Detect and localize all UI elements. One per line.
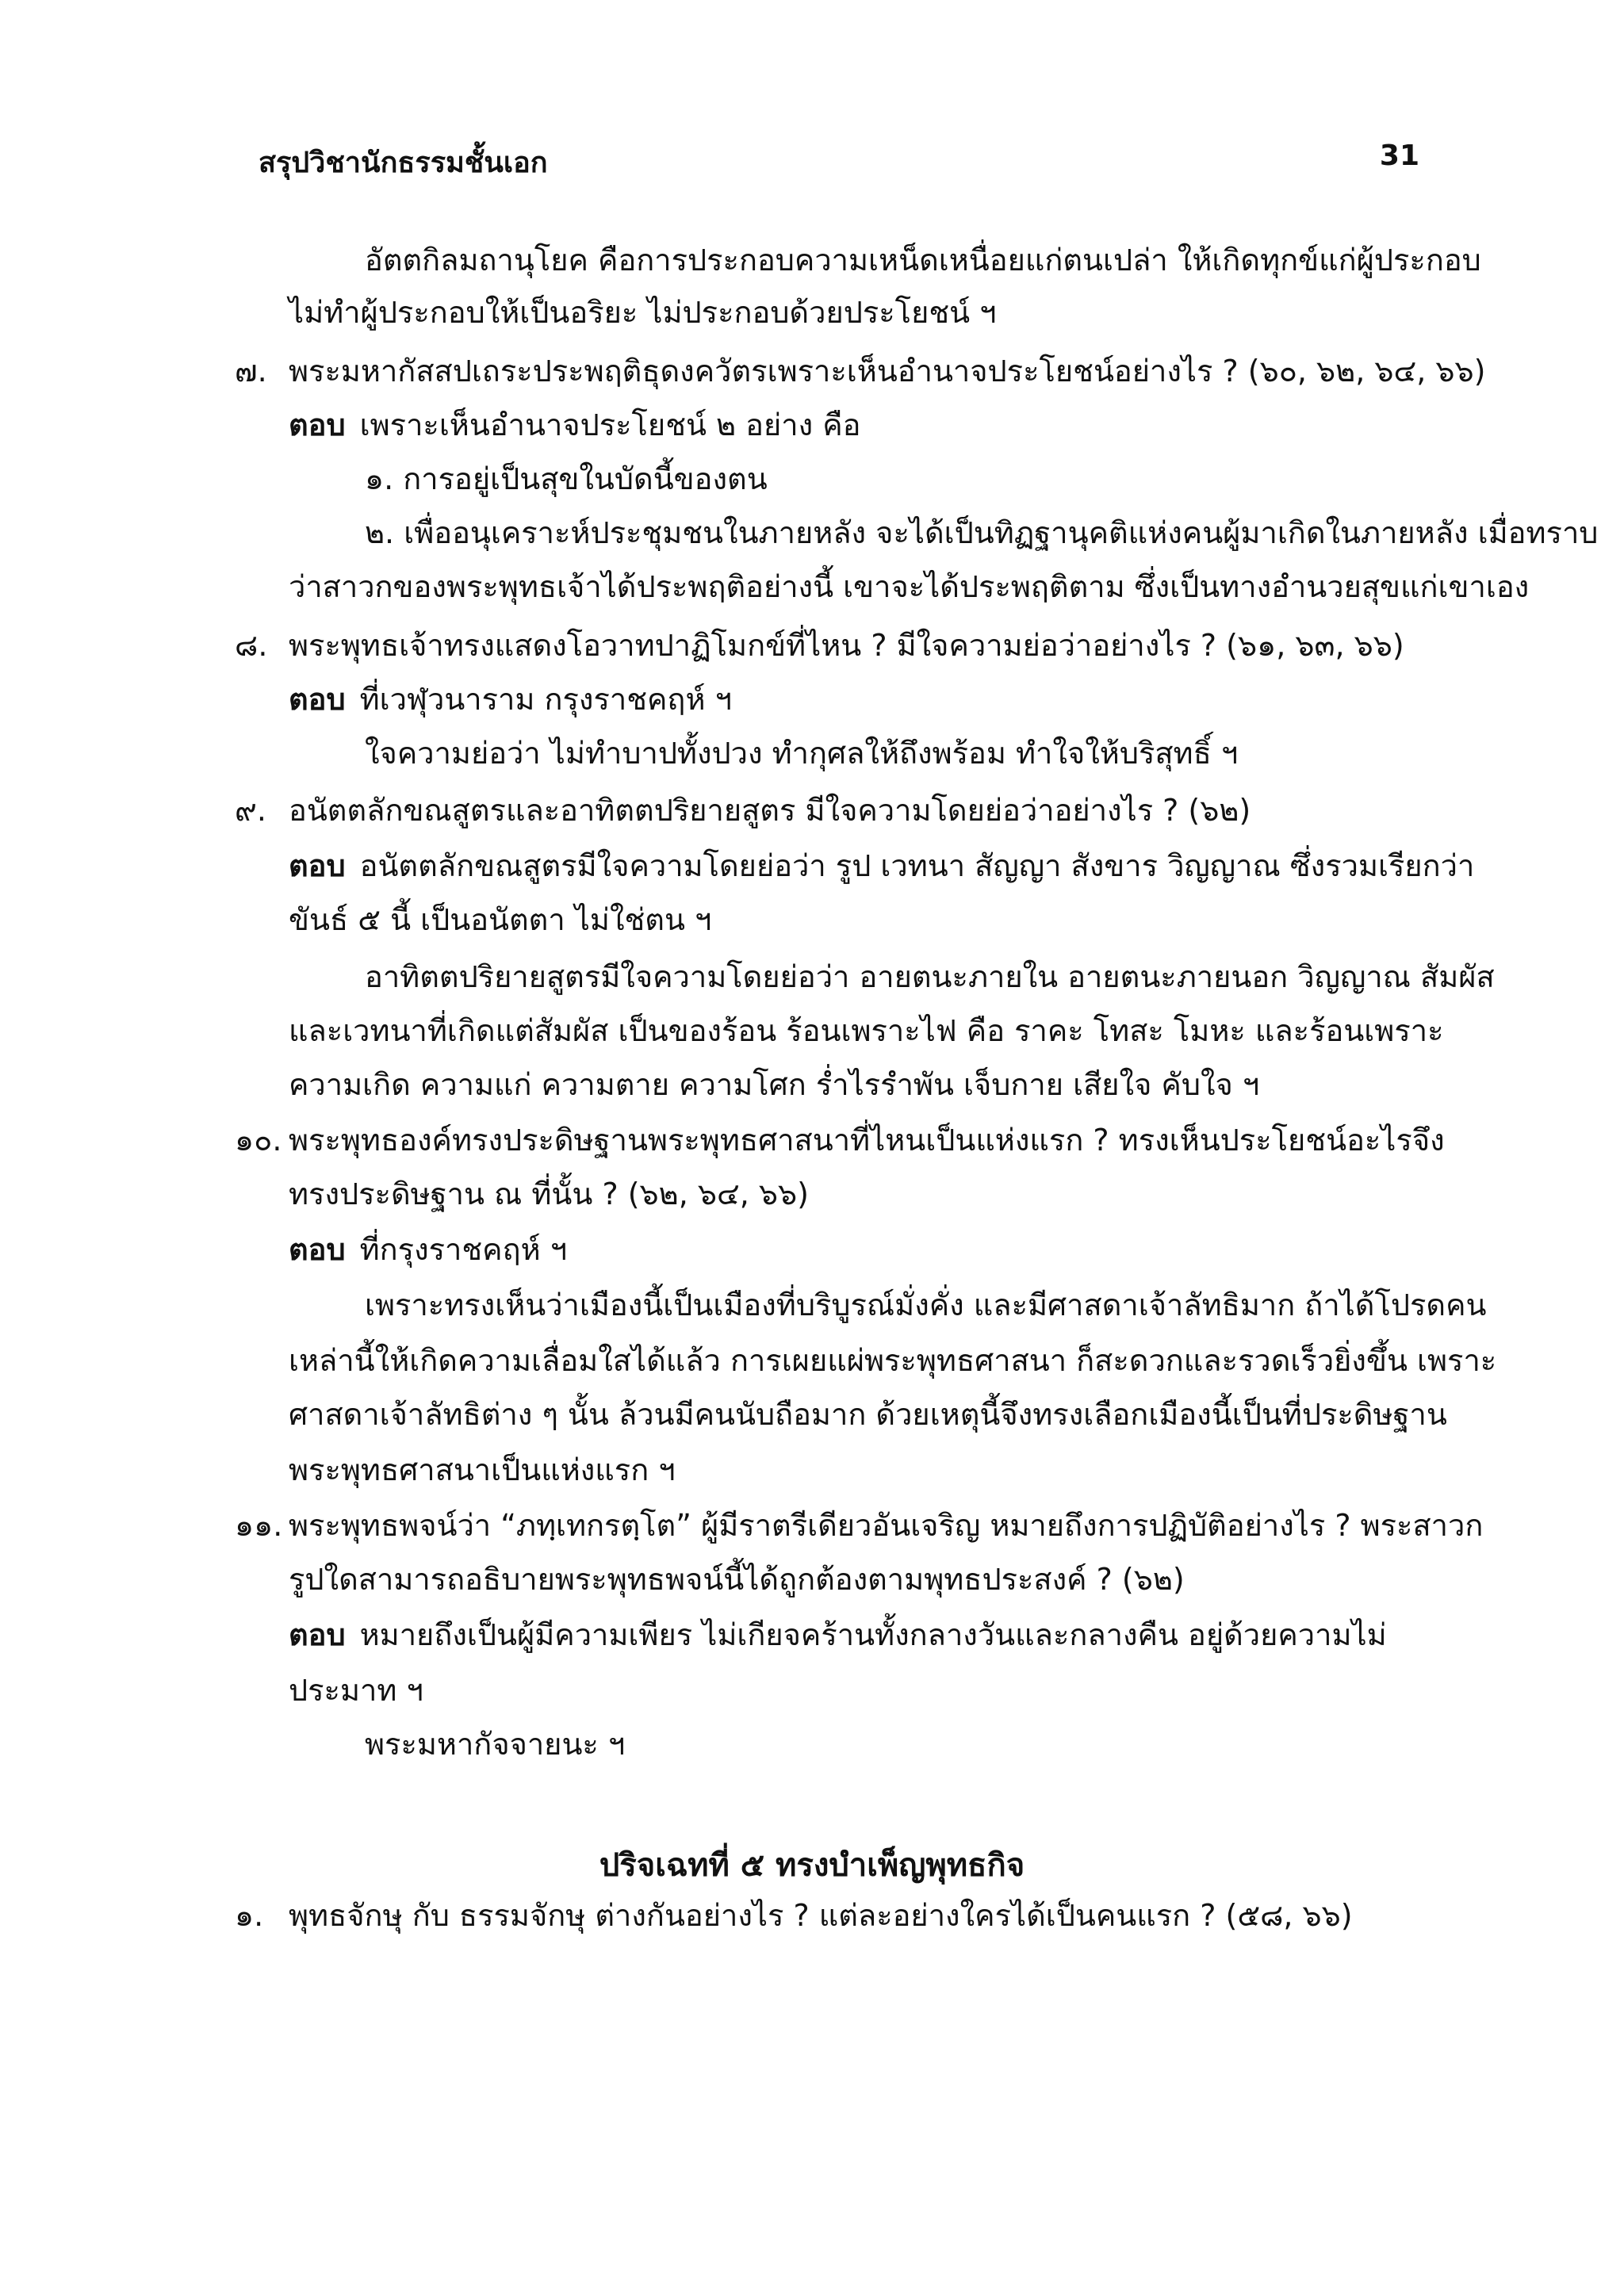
- answer-label: ตอบ: [289, 408, 346, 442]
- paragraph-line: ทรงประดิษฐาน ณ ที่นั้น ? (๖๒, ๖๔, ๖๖): [289, 1177, 809, 1211]
- paragraph-line: ประมาท ฯ: [289, 1673, 423, 1708]
- question-number: ๙.: [235, 793, 266, 828]
- list-item: ๑. การอยู่เป็นสุขในบัดนี้ของตน: [365, 461, 768, 496]
- page-header-title: สรุปวิชานักธรรมชั้นเอก: [259, 147, 548, 179]
- answer-label: ตอบ: [289, 1232, 346, 1267]
- answer-text: ที่กรุงราชคฤห์ ฯ: [359, 1232, 568, 1267]
- question-text: พระมหากัสสปเถระประพฤติธุดงควัตรเพราะเห็นอำนาจประโยชน์อย่างไร ? (๖๐, ๖๒, ๖๔, ๖๖): [289, 354, 1486, 388]
- section-heading: ปริจเฉทที่ ๕ ทรงบำเพ็ญพุทธกิจ: [599, 1847, 1025, 1884]
- paragraph-line: ขันธ์ ๕ นี้ เป็นอนัตตา ไม่ใช่ตน ฯ: [289, 902, 712, 937]
- answer-text: ที่เวฬุวนาราม กรุงราชคฤห์ ฯ: [359, 682, 732, 717]
- answer-line: [289, 1616, 1387, 1654]
- answer-line: [289, 1230, 567, 1269]
- question-number: ๑๐.: [235, 1123, 282, 1158]
- list-item: ๒. เพื่ออนุเคราะห์ประชุมชนในภายหลัง จะได้เป็นทิฏฐานุคติแห่งคนผู้มาเกิดในภายหลัง เมื่อทราบ: [365, 515, 1599, 550]
- paragraph-line: พระพุทธศาสนาเป็นแห่งแรก ฯ: [289, 1452, 676, 1487]
- page-number: 31: [1379, 140, 1419, 172]
- question-text: พุทธจักษุ กับ ธรรมจักษุ ต่างกันอย่างไร ? แต่ละอย่างใครได้เป็นคนแรก ? (๕๘, ๖๖): [289, 1898, 1353, 1933]
- question-text: อนัตตลักขณสูตรและอาทิตตปริยายสูตร มีใจความโดยย่อว่าอย่างไร ? (๖๒): [289, 793, 1251, 828]
- answer-label: ตอบ: [289, 682, 346, 717]
- paragraph-line: รูปใดสามารถอธิบายพระพุทธพจน์นี้ได้ถูกต้องตามพุทธประสงค์ ? (๖๒): [289, 1562, 1185, 1597]
- question-text: พระพุทธเจ้าทรงแสดงโอวาทปาฏิโมกข์ที่ไหน ? มีใจความย่อว่าอย่างไร ? (๖๑, ๖๓, ๖๖): [289, 628, 1404, 663]
- paragraph-line: พระมหากัจจายนะ ฯ: [365, 1727, 626, 1762]
- question-number: ๑.: [235, 1898, 264, 1933]
- paragraph-line: เพราะทรงเห็นว่าเมืองนี้เป็นเมืองที่บริบูรณ์มั่งคั่ง และมีศาสดาเจ้าลัทธิมาก ถ้าได้โปรดคน: [365, 1288, 1487, 1322]
- paragraph-line: ไม่ทำผู้ประกอบให้เป็นอริยะ ไม่ประกอบด้วยประโยชน์ ฯ: [289, 295, 997, 330]
- paragraph-line: ว่าสาวกของพระพุทธเจ้าได้ประพฤติอย่างนี้ เขาจะได้ประพฤติตาม ซึ่งเป็นทางอำนวยสุขแก่เขาเอง: [289, 569, 1530, 604]
- question-number: ๘.: [235, 628, 268, 663]
- answer-text: อนัตตลักขณสูตรมีใจความโดยย่อว่า รูป เวทนา สัญญา สังขาร วิญญาณ ซึ่งรวมเรียกว่า: [359, 848, 1475, 883]
- paragraph-line: เหล่านี้ให้เกิดความเลื่อมใสได้แล้ว การเผยแผ่พระพุทธศาสนา ก็สะดวกและรวดเร็วยิ่งขึ้น เพราะ: [289, 1343, 1497, 1378]
- paragraph-line: อาทิตตปริยายสูตรมีใจความโดยย่อว่า อายตนะภายใน อายตนะภายนอก วิญญาณ สัมผัส: [365, 959, 1495, 994]
- paragraph-line: ใจความย่อว่า ไม่ทำบาปทั้งปวง ทำกุศลให้ถึงพร้อม ทำใจให้บริสุทธิ์ ฯ: [365, 736, 1239, 771]
- paragraph-line: และเวทนาที่เกิดแต่สัมผัส เป็นของร้อน ร้อนเพราะไฟ คือ ราคะ โทสะ โมหะ และร้อนเพราะ: [289, 1013, 1444, 1048]
- question-number: ๑๑.: [235, 1508, 283, 1543]
- answer-label: ตอบ: [289, 1617, 346, 1652]
- answer-text: เพราะเห็นอำนาจประโยชน์ ๒ อย่าง คือ: [359, 408, 861, 442]
- question-number: ๗.: [235, 354, 267, 388]
- answer-text: หมายถึงเป็นผู้มีความเพียร ไม่เกียจคร้านทั้งกลางวันและกลางคืน อยู่ด้วยความไม่: [359, 1617, 1387, 1652]
- answer-line: [289, 847, 1474, 885]
- paragraph-line: อัตตกิลมถานุโยค คือการประกอบความเหน็ดเหนื่อยแก่ตนเปล่า ให้เกิดทุกข์แก่ผู้ประกอบ: [365, 243, 1481, 277]
- paragraph-line: ศาสดาเจ้าลัทธิต่าง ๆ นั้น ล้วนมีคนนับถือมาก ด้วยเหตุนี้จึงทรงเลือกเมืองนี้เป็นที่ประดิษฐาน: [289, 1397, 1447, 1432]
- answer-line: [289, 406, 860, 444]
- answer-label: ตอบ: [289, 848, 346, 883]
- answer-line: [289, 680, 732, 718]
- paragraph-line: ความเกิด ความแก่ ความตาย ความโศก ร่ำไรรำพัน เจ็บกาย เสียใจ คับใจ ฯ: [289, 1067, 1260, 1102]
- question-text: พระพุทธพจน์ว่า “ภทฺเทกรตฺโต” ผู้มีราตรีเดียวอันเจริญ หมายถึงการปฏิบัติอย่างไร ? พระสาวก: [289, 1508, 1484, 1543]
- question-text: พระพุทธองค์ทรงประดิษฐานพระพุทธศาสนาที่ไหนเป็นแห่งแรก ? ทรงเห็นประโยชน์อะไรจึง: [289, 1123, 1445, 1158]
